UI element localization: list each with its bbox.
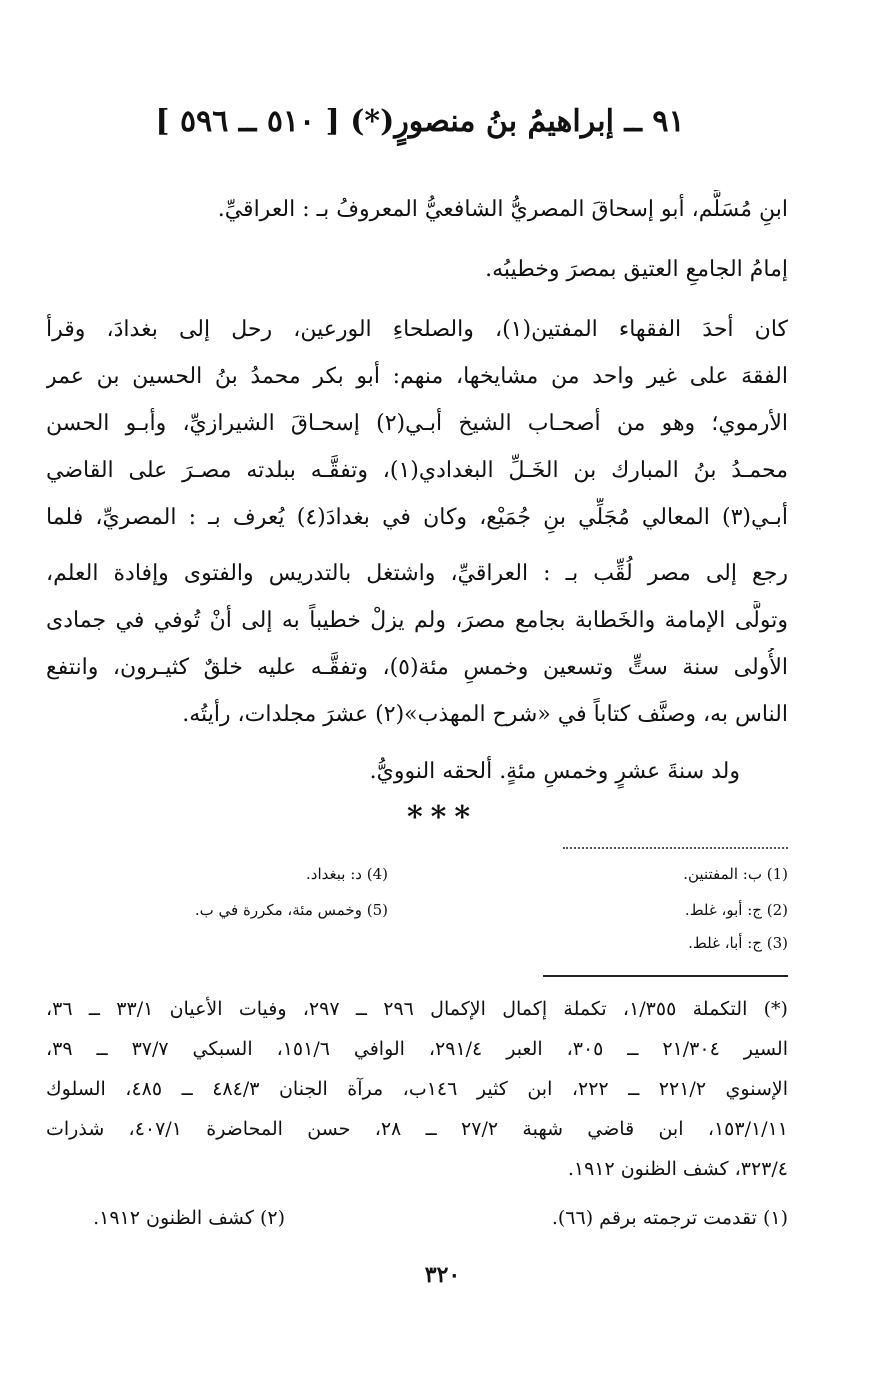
footnote-number: (5) [366, 901, 388, 919]
footnote-number: (4) [366, 865, 388, 883]
body-line: الأرموي؛ وهو من أصحـاب الشيخ أبـي(٢) إسحـاقَ الشيرازيِّ، وأبـو الحسن [46, 411, 788, 436]
editor-note-text: تقدمت ترجمته برقم (٦٦). [551, 1207, 757, 1229]
body-line: الناس به، وصنَّف كتاباً في «شرح المهذب»(٢) عشرَ مجلدات، رأيتُه. [182, 702, 788, 727]
sources-line: (*) التكملة ١/٣٥٥، تكملة إكمال الإكمال ٢٩٦ ــ ٢٩٧، وفيات الأعيان ٣٣/١ ــ ٣٦، [46, 998, 788, 1020]
editor-note [552, 1200, 788, 1236]
editor-note-text: كشف الظنون ١٩١٢. [93, 1207, 254, 1229]
body-line: محمـدُ بنُ المبارك بن الخَـلِّ البغدادي(١)، وتفقَّـه ببلدته مصـرَ على القاضي [46, 458, 788, 483]
sources-divider [543, 975, 788, 977]
editor-note-number: (٢) [259, 1207, 285, 1229]
editor-note-number: (١) [762, 1207, 788, 1229]
body-line: وتولَّى الإمامة والخَطابة بجامع مصرَ، ولم يزلْ خطيباً به إلى أنْ تُوفي في جمادى [46, 608, 788, 633]
footnote-divider [563, 847, 788, 849]
sources-line: ٣٢٣/٤، كشف الظنون ١٩١٢. [567, 1158, 788, 1180]
sources-line: ١٥٣/١/١١، ابن قاضي شهبة ٢٧/٢ ــ ٢٨، حسن المحاضرة ٤٠٧/١، شذرات [46, 1118, 788, 1140]
sources-line: الإسنوي ٢٢١/٢ ــ ٢٢٢، ابن كثير ١٤٦ب، مرآة الجنان ٤٨٤/٣ ــ ٤٨٥، السلوك [46, 1078, 788, 1100]
footnote-text: ج: أبا، غلط. [688, 934, 762, 952]
section-separator: *** [406, 800, 479, 835]
footnote-number: (3) [766, 934, 788, 952]
footnote-number: (2) [766, 901, 788, 919]
footnote-text: ب: المفتنين. [683, 865, 762, 883]
sources-line: السير ٢١/٣٠٤ ــ ٣٠٥، العبر ٢٩١/٤، الوافي ١٥١/٦، السبكي ٣٧/٧ ــ ٣٩، [46, 1038, 788, 1060]
footnote-variant [195, 896, 388, 924]
footnote-variant [683, 860, 788, 888]
footnote-text: وخمس مئة، مكررة في ب. [194, 901, 362, 919]
footnote-variant [306, 860, 388, 888]
body-line: كان أحدَ الفقهاء المفتين(١)، والصلحاءِ الورعين، رحل إلى بغدادَ، وقرأ [46, 317, 788, 342]
footnote-number: (1) [766, 865, 788, 883]
footnote-text: د: ببغداد. [306, 865, 362, 883]
birth-line: ولد سنةَ عشرٍ وخمسِ مئةٍ. ألحقه النوويُّ. [369, 759, 740, 784]
footnote-variant [688, 929, 788, 957]
body-line: الفقهَ على غير واحد من مشايخها، منهم: أبو بكر محمدُ بنُ الحسين بن عمر [46, 364, 788, 389]
intro-line: ابنِ مُسَلَّم، أبو إسحاقَ المصريُّ الشافعيُّ المعروفُ بـ : العراقيِّ. [217, 197, 788, 222]
footnote-variant [685, 896, 788, 924]
footnote-text: ج: أبو، غلط. [684, 901, 762, 919]
body-line: رجع إلى مصر لُقِّب بـ : العراقيِّ، واشتغل بالتدريس والفتوى وإفادة العلم، [46, 561, 788, 586]
entry-title: ٩١ ــ إبراهيمُ بنُ منصورٍ(*) [ ٥١٠ ــ ٥٩٦ ] [155, 104, 685, 139]
page-number: ٣٢٠ [424, 1262, 461, 1288]
body-line: الأُولى سنة ستٍّ وتسعين وخمسِ مئة(٥)، وتفقَّـه عليه خلقٌ كثيـرون، وانتفع [46, 655, 788, 680]
intro-line: إمامُ الجامعِ العتيق بمصرَ وخطيبُه. [485, 257, 788, 282]
editor-note [93, 1200, 285, 1236]
body-line: أبـي(٣) المعالي مُجَلِّي بنِ جُمَيْع، وكان في بغدادَ(٤) يُعرف بـ : المصريِّ، فلما [46, 505, 788, 530]
